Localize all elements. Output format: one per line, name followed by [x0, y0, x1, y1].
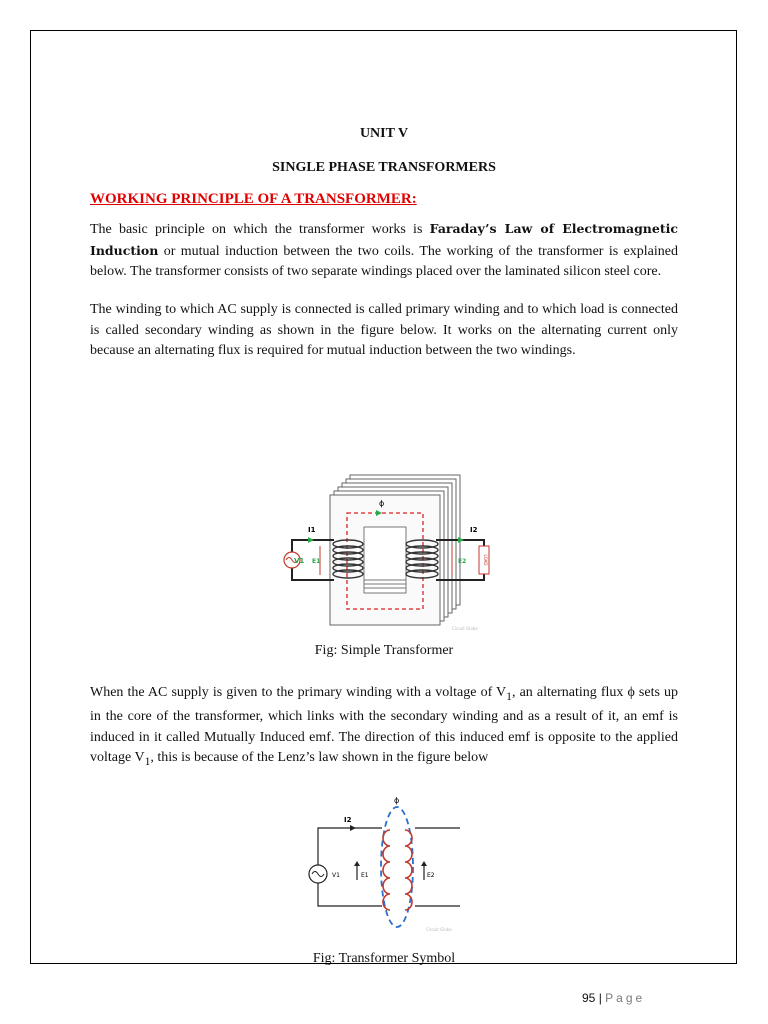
paragraph-principle: The basic principle on which the transformer works is Faraday’s Law of Electromagnetic Induction or mutual induction between the two coils. The working of the transformer is explained below. The transformer consists of two separate windings placed over the laminated silicon steel core.	[90, 221, 678, 279]
chapter-title: SINGLE PHASE TRANSFORMERS	[272, 160, 496, 175]
unit-title: UNIT V	[359, 126, 409, 141]
faraday-law-emphasis: Faraday’s Law of Electromagnetic Induction	[90, 221, 678, 258]
svg-text:E1: E1	[361, 872, 369, 879]
paragraph-induction: When the AC supply is given to the primary winding with a voltage of $V_1$, an alternating flux ϕ sets up in the core of the transformer, which links with the secondary winding and as a result of it, an emf is induced in it called Mutually Induced emf. The direction of this induced emf is opposite to the applied voltage $V_1$, this is because of the Lenz’s law shown in the figure below	[90, 685, 678, 769]
paragraph-windings: The winding to which AC supply is connected is called primary winding and to which load is connected is called secondary winding as shown in the figure below. It works on the alternating current only because an alternating flux is required for mutual induction between the two windings.	[90, 302, 678, 358]
svg-text:V1: V1	[294, 557, 305, 565]
svg-text:I1: I1	[308, 526, 316, 534]
svg-text:V1: V1	[332, 872, 340, 879]
figure2-caption: Fig: Transformer Symbol	[312, 951, 456, 966]
simple-transformer-figure	[272, 470, 502, 635]
transformer-symbol-figure	[300, 795, 475, 935]
figure1-caption: Fig: Simple Transformer	[314, 643, 454, 658]
svg-text:I2: I2	[470, 526, 478, 534]
svg-text:E2: E2	[427, 872, 435, 879]
page-footer: 95 | Page	[582, 991, 646, 1005]
flux-label: ϕ	[379, 499, 385, 508]
watermark: Circuit Globe	[426, 927, 452, 932]
watermark: Circuit Globe	[452, 626, 478, 631]
svg-text:E2: E2	[458, 558, 467, 565]
svg-text:E1: E1	[312, 558, 321, 565]
section-heading: WORKING PRINCIPLE OF A TRANSFORMER:	[90, 191, 417, 207]
page-number: 95	[582, 991, 596, 1005]
svg-text:I2: I2	[344, 816, 352, 824]
svg-text:LOAD: LOAD	[483, 554, 488, 566]
svg-text:ϕ: ϕ	[394, 796, 400, 805]
page-word: Page	[605, 991, 646, 1005]
